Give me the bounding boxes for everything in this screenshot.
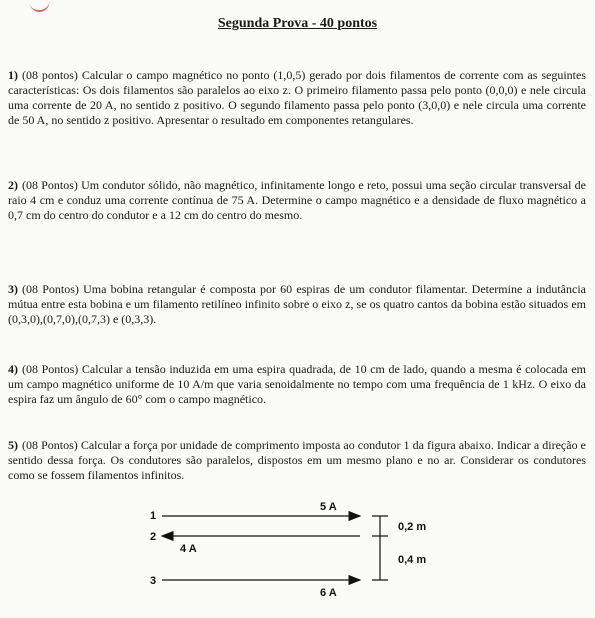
question-text: (08 Pontos) Calcular a força por unidade de comprimento imposta ao condutor 1 da figura abaixo. Indicar a direção e sentido dessa força. Os condutores são paralelos, dispostos em um mesmo plano e no ar. Considerar os condutores como se fossem filamentos infinitos. [8, 438, 586, 482]
conductor-2-label: 2 [150, 531, 157, 543]
distance-2-3: 0,4 m [398, 554, 427, 566]
question-number: 4) [8, 362, 18, 376]
conductor-1-current: 5 A [320, 501, 337, 513]
conductor-3-label: 3 [150, 575, 157, 587]
distance-1-2: 0,2 m [398, 521, 427, 533]
question-number: 2) [8, 178, 18, 192]
question-number: 3) [8, 282, 18, 296]
conductor-3-current: 6 A [320, 587, 337, 599]
question-text: (08 Pontos) Calcular a tensão induzida em uma espira quadrada, de 10 cm de lado, quando a mesma é colocada em um campo magnético uniforme de 10 A/m que varia senoidalmente no tempo com uma frequência de 1 kHz. O eixo da espira faz um ângulo de 60° com o campo magnético. [8, 362, 586, 406]
question-number: 5) [8, 438, 18, 452]
question-number: 1) [8, 68, 18, 82]
conductor-2-current: 4 A [180, 543, 197, 555]
question-text: (08 Pontos) Um condutor sólido, não magnético, infinitamente longo e reto, possui uma seção circular transversal de raio 4 cm e conduz uma corrente contínua de 75 A. Determine o campo magnético e a densidade de fluxo magnético a 0,7 cm do centro do condutor e a 12 cm do centro do mesmo. [8, 178, 586, 222]
conductor-1-label: 1 [150, 510, 157, 522]
question-text: (08 pontos) Calcular o campo magnético no ponto (1,0,5) gerado por dois filamentos de corrente com as seguintes características: Os dois filamentos são paralelos ao eixo z. O primeiro filamento passa pelo ponto (0,0,0) e nele circula uma corrente de 20 A, no sentido z positivo. O segundo filamento passa pelo ponto (3,0,0) e nele circula uma corrente de 50 A, no sentido z positivo. Apresentar o resultado em componentes retangulares. [8, 68, 586, 127]
question-text: (08 Pontos) Uma bobina retangular é composta por 60 espiras de um condutor filamentar. Determine a indutância mútua entre esta bobina e um filamento retilíneo infinito sobre o eixo z, se os quatro cantos da bobina estão situados em (0,3,0),(0,7,0),(0,7,3) e (0,3,3). [8, 282, 586, 326]
page-title: Segunda Prova - 40 pontos [217, 16, 378, 31]
